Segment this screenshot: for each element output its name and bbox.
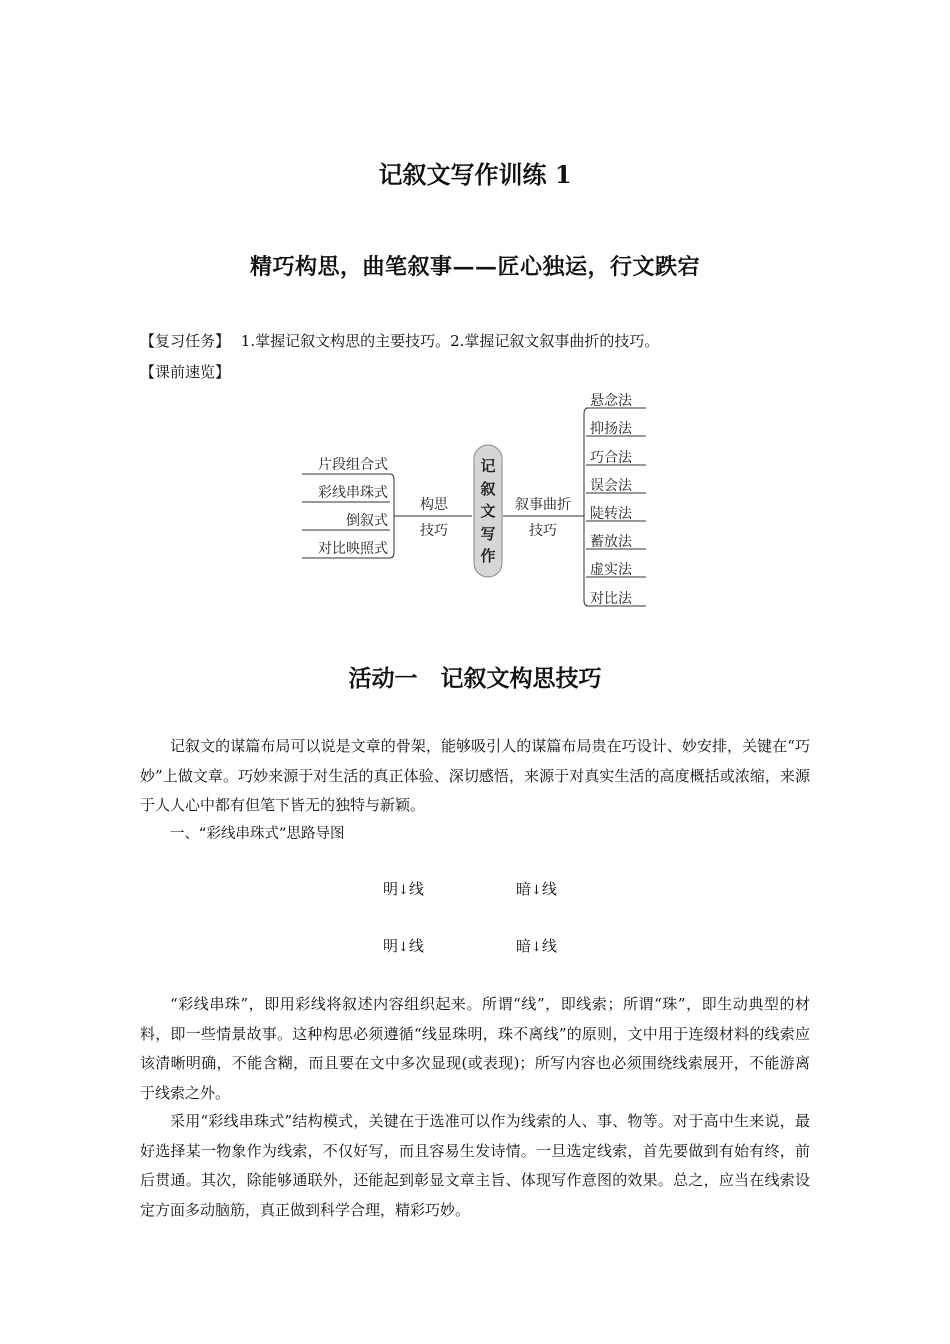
- center-char: 叙: [480, 479, 496, 498]
- right-item: 陡转法: [590, 506, 632, 522]
- flow-item: [383, 935, 424, 956]
- center-char: 文: [480, 502, 496, 520]
- flow-label: 线: [408, 880, 424, 898]
- review-text: 1.掌握记叙文构思的主要技巧。2.掌握记叙文叙事曲折的技巧。: [240, 332, 660, 350]
- center-char: 写: [480, 524, 496, 543]
- right-branch-label-1: 叙事曲折: [515, 497, 571, 513]
- center-char: 记: [480, 457, 496, 475]
- down-arrow-icon: ↓: [398, 883, 409, 898]
- page-subtitle: 精巧构思，曲笔叙事——匠心独运，行文跌宕: [249, 254, 700, 280]
- flow-label: 暗: [516, 880, 532, 898]
- right-item: 虚实法: [590, 562, 632, 578]
- paragraph-1: 记叙文的谋篇布局可以说是文章的骨架，能够吸引人的谋篇布局贵在巧设计、妙安排，关键在“巧妙”上做文章。巧妙来源于对生活的真正体验、深切感悟，来源于对真实生活的高度概括或浓缩，来源于人人心中都有但笔下皆无的独特与新颖。: [140, 737, 810, 814]
- flow-label: 线: [541, 937, 557, 955]
- left-item: 倒叙式: [346, 513, 388, 529]
- flow-item: [516, 878, 557, 899]
- left-branch-label-2: 技巧: [420, 523, 448, 539]
- center-char: 作: [480, 547, 496, 565]
- paragraph-2: “彩线串珠”，即用彩线将叙述内容组织起来。所谓“线”，即线索；所谓“珠”，即生动典型的材料，即一些情景故事。这种构思必须遵循“线显珠明，珠不离线”的原则，文中用于连缀材料的线索应该清晰明确，不能含糊，而且要在文中多次显现(或表现)；所写内容也必须围绕线索展开，不能游离于线索之外。: [140, 995, 810, 1102]
- right-item: 误会法: [590, 478, 632, 494]
- flow-label: 明: [383, 937, 399, 955]
- left-branch-label-1: 构思: [420, 497, 448, 513]
- flow-label: 线: [541, 880, 557, 898]
- left-item: 对比映照式: [318, 541, 388, 557]
- flow-item: [383, 878, 424, 899]
- flow-item: [516, 935, 557, 956]
- flow-label: 明: [383, 880, 399, 898]
- right-item: 抑扬法: [590, 421, 632, 437]
- right-item: 巧合法: [590, 450, 632, 466]
- down-arrow-icon: ↓: [531, 883, 542, 898]
- flow-label: 线: [408, 937, 424, 955]
- paragraph-3: 采用“彩线串珠式”结构模式，关键在于选准可以作为线索的人、事、物等。对于高中生来说，最好选择某一物象作为线索，不仅好写，而且容易生发诗情。一旦选定线索，首先要做到有始有终，前后贯通。其次，除能够通联外，还能起到彰显文章主旨、体现写作意图的效果。总之，应当在线索设定方面多动脑筋，真正做到科学合理，精彩巧妙。: [140, 1112, 810, 1219]
- section-heading: 一、“彩线串珠式”思路导图: [170, 826, 345, 842]
- right-item: 对比法: [590, 591, 632, 607]
- right-item: 悬念法: [590, 393, 632, 409]
- preview-label: 【课前速览】: [140, 363, 231, 381]
- left-item: 彩线串珠式: [318, 485, 388, 501]
- flow-label: 暗: [516, 937, 532, 955]
- down-arrow-icon: ↓: [398, 940, 409, 955]
- activity-title: 活动一 记叙文构思技巧: [348, 665, 602, 692]
- right-branch-label-2: 技巧: [529, 523, 557, 539]
- review-label: 【复习任务】: [140, 332, 231, 350]
- review-task: [140, 330, 659, 351]
- page-title: 记叙文写作训练 1: [378, 160, 572, 189]
- left-item: 片段组合式: [318, 457, 388, 473]
- mind-map: [290, 390, 660, 620]
- down-arrow-icon: ↓: [531, 940, 542, 955]
- right-item: 蓄放法: [590, 534, 632, 550]
